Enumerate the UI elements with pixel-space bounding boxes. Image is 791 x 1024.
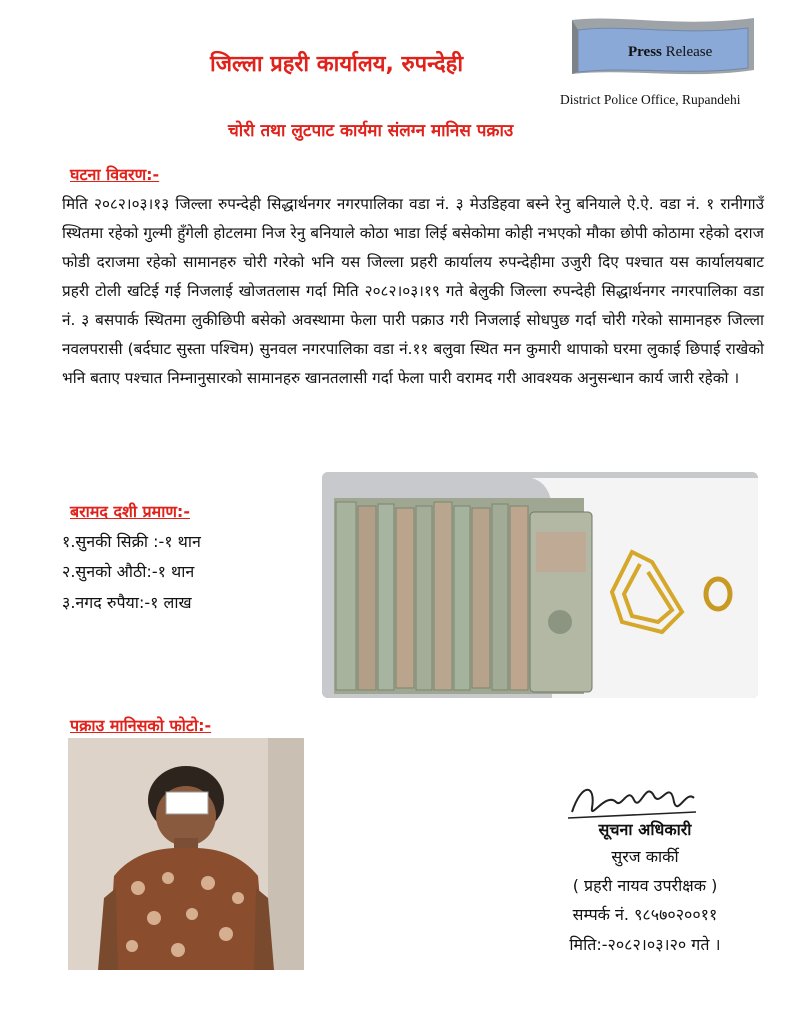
evidence-item: २.सुनको औठी:-१ थान bbox=[62, 562, 195, 581]
evidence-heading: बरामद दशी प्रमाण:- bbox=[70, 502, 190, 521]
contact-number: सम्पर्क नं. ९८५७०२००११ bbox=[572, 905, 718, 924]
arrested-person-photo bbox=[68, 738, 304, 970]
face-blur-box bbox=[166, 792, 208, 814]
banknote-stack bbox=[334, 498, 592, 694]
evidence-item: १.सुनकी सिक्री :-१ थान bbox=[62, 532, 201, 551]
badge-label: Press Release bbox=[628, 44, 713, 60]
office-title: जिल्ला प्रहरी कार्यालय, रुपन्देही bbox=[210, 52, 464, 77]
incident-heading: घटना विवरण:- bbox=[70, 165, 160, 184]
arrested-photo-heading: पक्राउ मानिसको फोटो:- bbox=[70, 716, 212, 735]
signature-title: सूचना अधिकारी bbox=[598, 820, 692, 839]
evidence-photo bbox=[322, 472, 758, 698]
officer-name: सुरज कार्की bbox=[611, 847, 679, 866]
office-english-name: District Police Office, Rupandehi bbox=[560, 92, 741, 107]
incident-body bbox=[62, 190, 764, 393]
evidence-item: ३.नगद रुपैया:-१ लाख bbox=[62, 593, 192, 612]
officer-rank: ( प्रहरी नायव उपरीक्षक ) bbox=[572, 876, 718, 895]
release-date: मिति:-२०८२।०३।२० गते । bbox=[569, 935, 721, 954]
incident-paragraph: मिति २०८२।०३।१३ जिल्ला रुपन्देही सिद्धार्थनगर नगरपालिका वडा नं. ३ मेउडिहवा बस्ने रेनु बनियाले ऐ.ऐ. वडा नं. १ रानीगाउँ स्थितमा रहेको गुल्मी हुँगेली होटलमा निज रेनु बनियाले कोठा भाडा लिई बसेकोमा कोही नभएको मौका छोपी कोठामा रहेको दराज फोडी दराजमा रहेको सामानहरु चोरी गरेको भनि यस जिल्ला प्रहरी कार्यालय रुपन्देहीमा उजुरी दिए पश्चात यस कार्यालयबाट प्रहरी टोली खटिई गई निजलाई खोजतलास गर्दा मिति २०८२।०३।१९ गते बेलुकी जिल्ला रुपन्देही सिद्धार्थनगर नगरपालिका वडा नं. ३ बसपार्क स्थितमा लुकीछिपी बसेको अवस्थामा फेला पारी पक्राउ गरी निजलाई सोधपुछ गर्दा चोरी गरेको सामानहरु जिल्ला नवलपरासी (बर्दघाट सुस्ता पश्चिम) सुनवल नगरपालिका वडा नं.११ बलुवा स्थित मन कुमारी थापाको घरमा लुकाई छिपाई राखेको भनि बताए पश्चात निम्नानुसारको सामानहरु खानतलासी गर्दा फेला पारी वरामद गरी आवश्यक अनुसन्धान कार्य जारी रहेको । bbox=[62, 195, 764, 387]
press-headline: चोरी तथा लुटपाट कार्यमा संलग्न मानिस पक्राउ bbox=[228, 121, 514, 141]
